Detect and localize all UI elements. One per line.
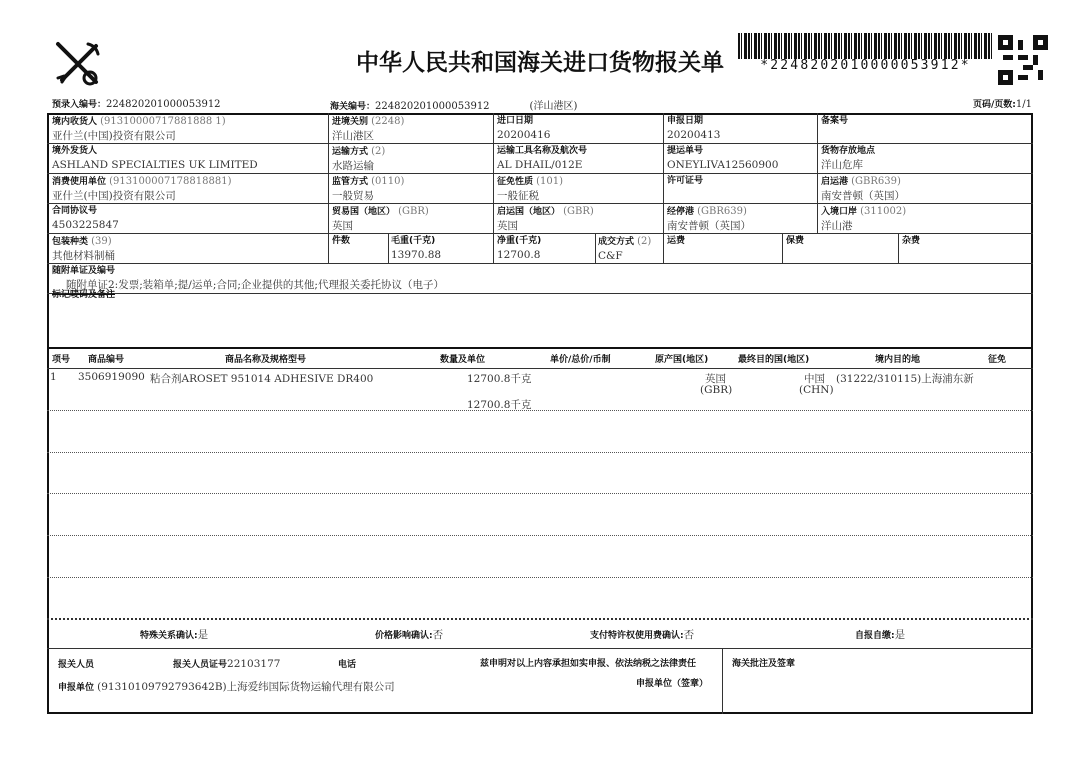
code: (39): [91, 236, 112, 247]
field-departure-country: [497, 205, 594, 234]
page-value: 1/1: [1015, 99, 1032, 110]
value: (91310109792793642B)上海爱纬国际货物运输代理有限公司: [97, 681, 395, 693]
value: 13970.88: [391, 249, 442, 261]
value: 22103177: [227, 658, 281, 670]
value: 是: [894, 629, 906, 641]
value: 洋山港区: [332, 130, 374, 142]
field-trade-country: [332, 205, 429, 234]
customs-value: 224820201000053912: [375, 101, 490, 112]
code: (311002): [860, 206, 907, 217]
value: 南安普顿（英国）: [667, 220, 751, 232]
label: 合同协议号: [52, 206, 98, 216]
item-qty-1: 12700.8千克: [467, 373, 532, 385]
declaration-statement: 兹申明对以上内容承担如实申报、依法纳税之法律责任: [480, 659, 697, 669]
page-count: [973, 97, 1032, 110]
code: (913100007178818881): [109, 176, 232, 187]
customs-number: [330, 97, 577, 112]
field-misc: [902, 235, 920, 248]
royalty-confirm: [590, 627, 694, 642]
col-origin: 原产国(地区): [655, 355, 709, 365]
value: 水路运输: [332, 160, 374, 172]
customs-label: 海关编号：: [330, 102, 376, 112]
code: (GBR): [563, 206, 594, 217]
qr-code-icon: [998, 35, 1048, 85]
label: 境内收货人: [52, 117, 98, 127]
phone-label: 电话: [338, 660, 357, 670]
label: 备案号: [821, 116, 849, 126]
field-transport-mode: [332, 145, 385, 174]
broker-id: [173, 657, 280, 670]
label: 境外发货人: [52, 146, 98, 156]
label: 申报日期: [667, 116, 704, 126]
label: 杂费: [902, 236, 921, 246]
field-departure-port: [821, 175, 905, 204]
broker-label: 报关人员: [58, 660, 95, 670]
value: 一般贸易: [332, 190, 374, 202]
label: 货物存放地点: [821, 146, 876, 156]
label: 保费: [786, 236, 805, 246]
field-gross-weight: [391, 235, 441, 263]
value: 洋山危库: [821, 159, 863, 171]
field-terms: [598, 235, 651, 264]
col-destination: 最终目的国(地区): [738, 355, 810, 365]
value: 南安普顿（英国）: [821, 190, 905, 202]
value: 是: [197, 629, 209, 641]
item-no: 1: [50, 371, 57, 383]
label: 消费使用单位: [52, 177, 107, 187]
label: 许可证号: [667, 176, 704, 186]
value: 随附单证2:发票;装箱单;提/运单;合同;企业提供的其他;代理报关委托协议（电子）: [66, 279, 444, 291]
col-domestic-dest: 境内目的地: [875, 355, 921, 365]
value: ASHLAND SPECIALTIES UK LIMITED: [52, 159, 258, 171]
declarant-seal: 申报单位（签章）: [636, 679, 709, 689]
field-storage: [821, 145, 875, 173]
field-entry-port: [821, 205, 906, 234]
label: 包装种类: [52, 237, 89, 247]
item-destination: 中国: [804, 373, 825, 385]
label: 进口日期: [497, 116, 534, 126]
item-destination-code: (CHN): [799, 384, 834, 396]
code: (2): [637, 236, 652, 247]
label: 毛重(千克): [391, 236, 436, 246]
code: (GBR639): [851, 176, 901, 187]
field-levy: [497, 175, 563, 204]
value: ONEYLIVA12560900: [667, 159, 779, 171]
field-marks: [52, 289, 115, 302]
label: 标记唛码及备注: [52, 290, 116, 300]
preentry-value: 224820201000053912: [106, 99, 221, 110]
value: 20200416: [497, 129, 551, 141]
label: 入境口岸: [821, 207, 858, 217]
label: 支付特许权使用费确认:: [590, 631, 684, 641]
label: 监管方式: [332, 177, 369, 187]
field-record-no: [821, 115, 848, 128]
label: 提运单号: [667, 146, 704, 156]
value: 亚什兰(中国)投资有限公司: [52, 190, 176, 202]
field-bill-no: [667, 145, 778, 173]
preentry-number: [52, 97, 221, 110]
label: 贸易国（地区）: [332, 207, 396, 217]
value: 否: [683, 629, 695, 641]
code: (GBR639): [697, 206, 747, 217]
value: AL DHAIL/012E: [497, 159, 583, 171]
item-hs-code: 3506919090: [78, 371, 145, 383]
field-contract: [52, 205, 119, 233]
label: 自报自缴:: [855, 631, 895, 641]
customs-note: 海关批注及签章: [732, 659, 796, 669]
field-insurance: [786, 235, 804, 248]
value: 其他材料制桶: [52, 250, 115, 262]
label: 启运港: [821, 177, 849, 187]
field-pieces: [332, 235, 350, 248]
code: (91310000717881888 1): [100, 116, 226, 127]
field-freight: [667, 235, 685, 248]
label: 净重(千克): [497, 236, 542, 246]
customs-area: (洋山港区): [529, 101, 578, 112]
code: (2): [371, 146, 386, 157]
label: 价格影响确认:: [375, 631, 433, 641]
value: 20200413: [667, 129, 721, 141]
col-levy: 征免: [988, 355, 1007, 365]
value: 洋山港: [821, 220, 853, 232]
label: 申报单位: [58, 683, 95, 693]
field-import-date: [497, 115, 550, 143]
field-supervision: [332, 175, 404, 204]
value: 一般征税: [497, 190, 539, 202]
item-name: 粘合剂AROSET 951014 ADHESIVE DR400: [150, 373, 374, 385]
self-report-confirm: [855, 627, 905, 642]
price-impact-confirm: [375, 627, 443, 642]
col-name: 商品名称及规格型号: [225, 355, 307, 365]
field-vessel: [497, 145, 587, 173]
value: 英国: [332, 220, 353, 232]
value: 亚什兰(中国)投资有限公司: [52, 130, 176, 142]
value: 否: [432, 629, 444, 641]
declarant: [58, 679, 395, 694]
col-quantity: 数量及单位: [440, 355, 486, 365]
value: 英国: [497, 220, 518, 232]
code: (101): [536, 176, 564, 187]
label: 件数: [332, 236, 351, 246]
label: 运输方式: [332, 147, 369, 157]
value: C&F: [598, 250, 623, 262]
code: (2248): [371, 116, 405, 127]
label: 进境关别: [332, 117, 369, 127]
item-origin-code: (GBR): [700, 384, 733, 396]
label: 报关人员证号: [173, 660, 228, 670]
label: 启运国（地区）: [497, 207, 561, 217]
document-title: 中华人民共和国海关进口货物报关单: [356, 50, 724, 76]
label: 征免性质: [497, 177, 534, 187]
col-price: 单价/总价/币制: [550, 355, 611, 365]
label: 随附单证及编号: [52, 266, 116, 276]
item-origin: 英国: [705, 373, 726, 385]
barcode: [738, 33, 993, 59]
value: 4503225847: [52, 219, 119, 231]
label: 成交方式: [598, 237, 635, 247]
page-label: 页码/页数:: [973, 100, 1016, 110]
barcode-number: *2248202010000053912*: [760, 58, 971, 73]
code: (0110): [371, 176, 405, 187]
label: 运输工具名称及航次号: [497, 146, 588, 156]
col-item-no: 项号: [52, 355, 71, 365]
customs-emblem-icon: [52, 38, 104, 90]
field-packing: [52, 235, 115, 264]
field-consumer: [52, 175, 231, 204]
code: (GBR): [398, 206, 429, 217]
label: 特殊关系确认:: [140, 631, 198, 641]
field-net-weight: [497, 235, 541, 263]
item-qty-2: 12700.8千克: [467, 399, 532, 411]
label: 运费: [667, 236, 686, 246]
value: 12700.8: [497, 249, 541, 261]
item-domestic-dest: (31222/310115)上海浦东新: [836, 373, 974, 385]
preentry-label: 预录入编号：: [52, 100, 107, 110]
label: 经停港: [667, 207, 695, 217]
field-shipper: [52, 145, 258, 173]
field-transit-port: [667, 205, 751, 234]
field-declare-date: [667, 115, 720, 143]
field-consignee: [52, 115, 226, 144]
field-license: [667, 175, 703, 188]
col-hs-code: 商品编号: [88, 355, 125, 365]
special-relation-confirm: [140, 627, 208, 642]
field-entry-customs: [332, 115, 404, 144]
